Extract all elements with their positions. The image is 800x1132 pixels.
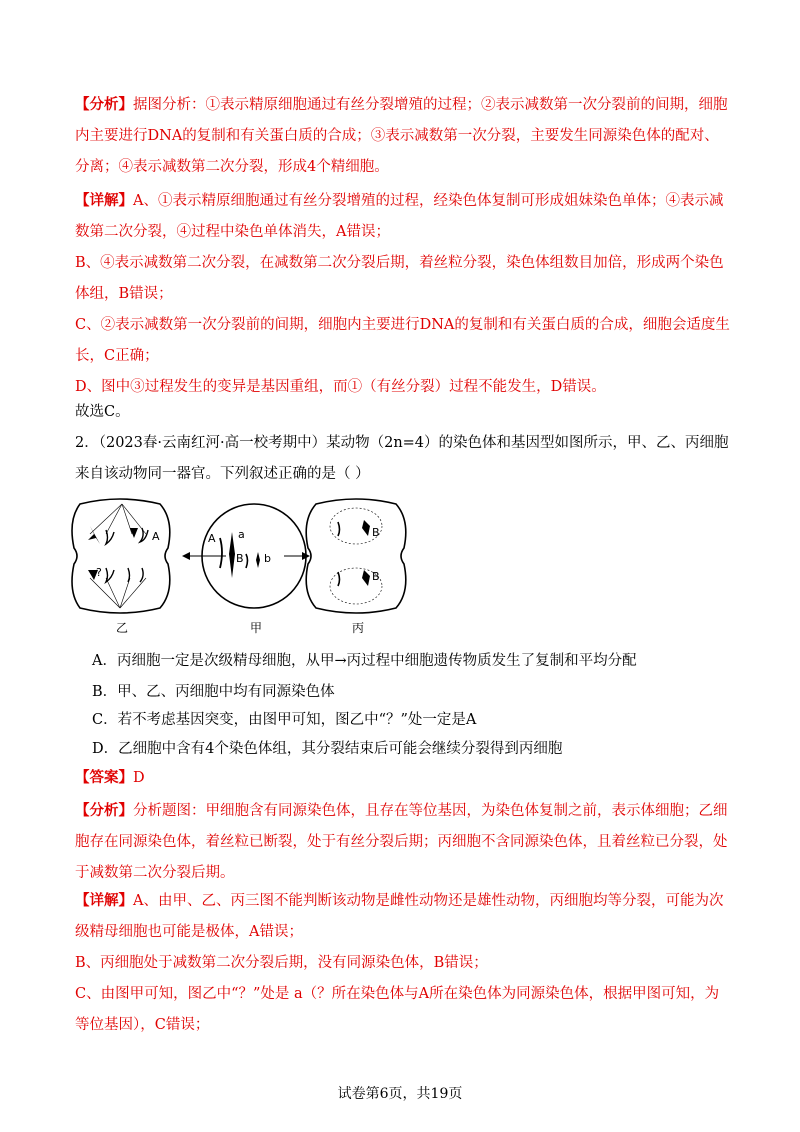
gene-label-A: A xyxy=(208,532,216,545)
detail-tag: 【详解】 xyxy=(75,192,133,209)
gene-label-bing-bottom: B xyxy=(372,570,380,583)
gene-label-bing-top: B xyxy=(372,526,380,539)
detail-2-option-a: A、由甲、乙、丙三图不能判断该动物是雌性动物还是雄性动物，丙细胞均等分裂，可能为次级精母细胞也可能是极体，A错误； xyxy=(75,893,724,940)
option-d: D．乙细胞中含有4个染色体组，其分裂结束后可能会继续分裂得到丙细胞 xyxy=(92,741,563,757)
detail-option-c: C、②表示减数第一次分裂前的间期，细胞内主要进行DNA的复制和有关蛋白质的合成，细胞会适度生长，C正确； xyxy=(75,317,730,364)
answer-value: D xyxy=(133,770,145,786)
gene-label-B: B xyxy=(236,552,244,565)
gene-label-b: b xyxy=(264,552,271,565)
cell-yi xyxy=(72,499,170,635)
option-a: A．丙细胞一定是次级精母细胞，从甲→丙过程中细胞遗传物质发生了复制和平均分配 xyxy=(92,653,637,669)
analysis-text-2: 分析题图：甲细胞含有同源染色体，且存在等位基因，为染色体复制之前，表示体细胞；乙细胞存在同源染色体，着丝粒已断裂，处于有丝分裂后期；丙细胞不含同源染色体，且着丝粒已分裂，处于减数第二次分裂后期。 xyxy=(75,803,728,881)
gene-label-yi-unknown: ? xyxy=(96,566,102,579)
gene-label-a: a xyxy=(238,528,245,541)
conclusion-1: 故选C。 xyxy=(75,404,130,420)
cell-label-bing: 丙 xyxy=(352,621,365,635)
cell-bing xyxy=(306,499,406,635)
analysis-2 xyxy=(75,795,730,889)
cell-jia xyxy=(202,504,306,635)
detail-2-option-c: C、由图甲可知，图乙中“？”处是 a（？所在染色体与A所在染色体为同源染色体，根据甲图可知，为等位基因），C错误； xyxy=(75,986,720,1033)
analysis-1 xyxy=(75,89,730,183)
detail-tag-2: 【详解】 xyxy=(75,892,133,909)
cell-label-jia: 甲 xyxy=(250,621,263,635)
option-b: B．甲、乙、丙细胞中均有同源染色体 xyxy=(92,684,335,700)
detail-2-option-b: B、丙细胞处于减数第二次分裂后期，没有同源染色体，B错误； xyxy=(75,955,488,971)
detail-option-a: A、①表示精原细胞通过有丝分裂增殖的过程，经染色体复制可形成姐妹染色单体；④表示减数第二次分裂，④过程中染色单体消失，A错误； xyxy=(75,193,724,240)
cell-division-figure xyxy=(70,496,410,636)
question-2-stem: 2．（2023春·云南红河·高一校考期中）某动物（2n=4）的染色体和基因型如图所示，甲、乙、丙细胞来自该动物同一器官。下列叙述正确的是（ ） xyxy=(75,435,729,482)
gene-label-yi-a: A xyxy=(152,530,160,543)
detail-option-b: B、④表示减数第二次分裂，在减数第二次分裂后期，着丝粒分裂，染色体组数目加倍，形成两个染色体组，B错误； xyxy=(75,255,724,302)
page-footer: 试卷第6页，共19页 xyxy=(337,1086,463,1102)
analysis-tag: 【分析】 xyxy=(75,96,133,113)
detail-1 xyxy=(75,185,730,403)
detail-2 xyxy=(75,885,730,1041)
analysis-tag-2: 【分析】 xyxy=(75,802,133,819)
answer-2 xyxy=(75,762,730,794)
option-c: C．若不考虑基因突变，由图甲可知，图乙中“？”处一定是A xyxy=(92,712,477,728)
answer-tag: 【答案】 xyxy=(75,769,133,786)
cell-label-yi: 乙 xyxy=(116,621,129,635)
analysis-text: 据图分析：①表示精原细胞通过有丝分裂增殖的过程；②表示减数第一次分裂前的间期，细胞内主要进行DNA的复制和有关蛋白质的合成；③表示减数第一次分裂，主要发生同源染色体的配对、分离；④表示减数第二次分裂，形成4个精细胞。 xyxy=(75,97,728,175)
detail-option-d: D、图中③过程发生的变异是基因重组，而①（有丝分裂）过程不能发生，D错误。 xyxy=(75,379,606,395)
